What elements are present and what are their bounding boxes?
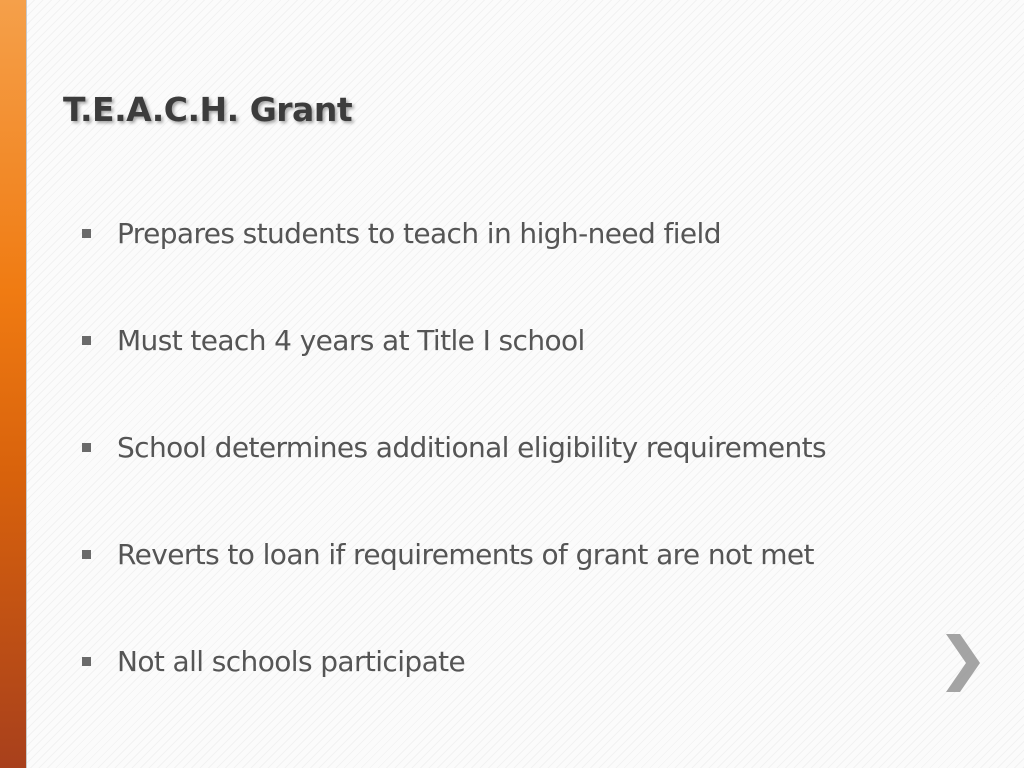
list-item [82, 317, 826, 363]
list-item [82, 210, 826, 256]
accent-sidebar [0, 0, 27, 768]
bullet-list [82, 210, 826, 745]
chevron-right-icon[interactable] [936, 630, 984, 696]
bullet-text: Must teach 4 years at Title I school [117, 323, 585, 357]
bullet-text: Not all schools participate [117, 644, 466, 678]
list-item [82, 638, 826, 684]
square-bullet-icon [82, 550, 91, 559]
square-bullet-icon [82, 336, 91, 345]
bullet-text: Reverts to loan if requirements of grant are not met [117, 537, 814, 571]
slide-title: T.E.A.C.H. Grant [63, 90, 353, 129]
square-bullet-icon [82, 443, 91, 452]
square-bullet-icon [82, 229, 91, 238]
list-item [82, 424, 826, 470]
list-item [82, 531, 826, 577]
square-bullet-icon [82, 657, 91, 666]
bullet-text: Prepares students to teach in high-need field [117, 216, 721, 250]
bullet-text: School determines additional eligibility requirements [117, 430, 827, 464]
